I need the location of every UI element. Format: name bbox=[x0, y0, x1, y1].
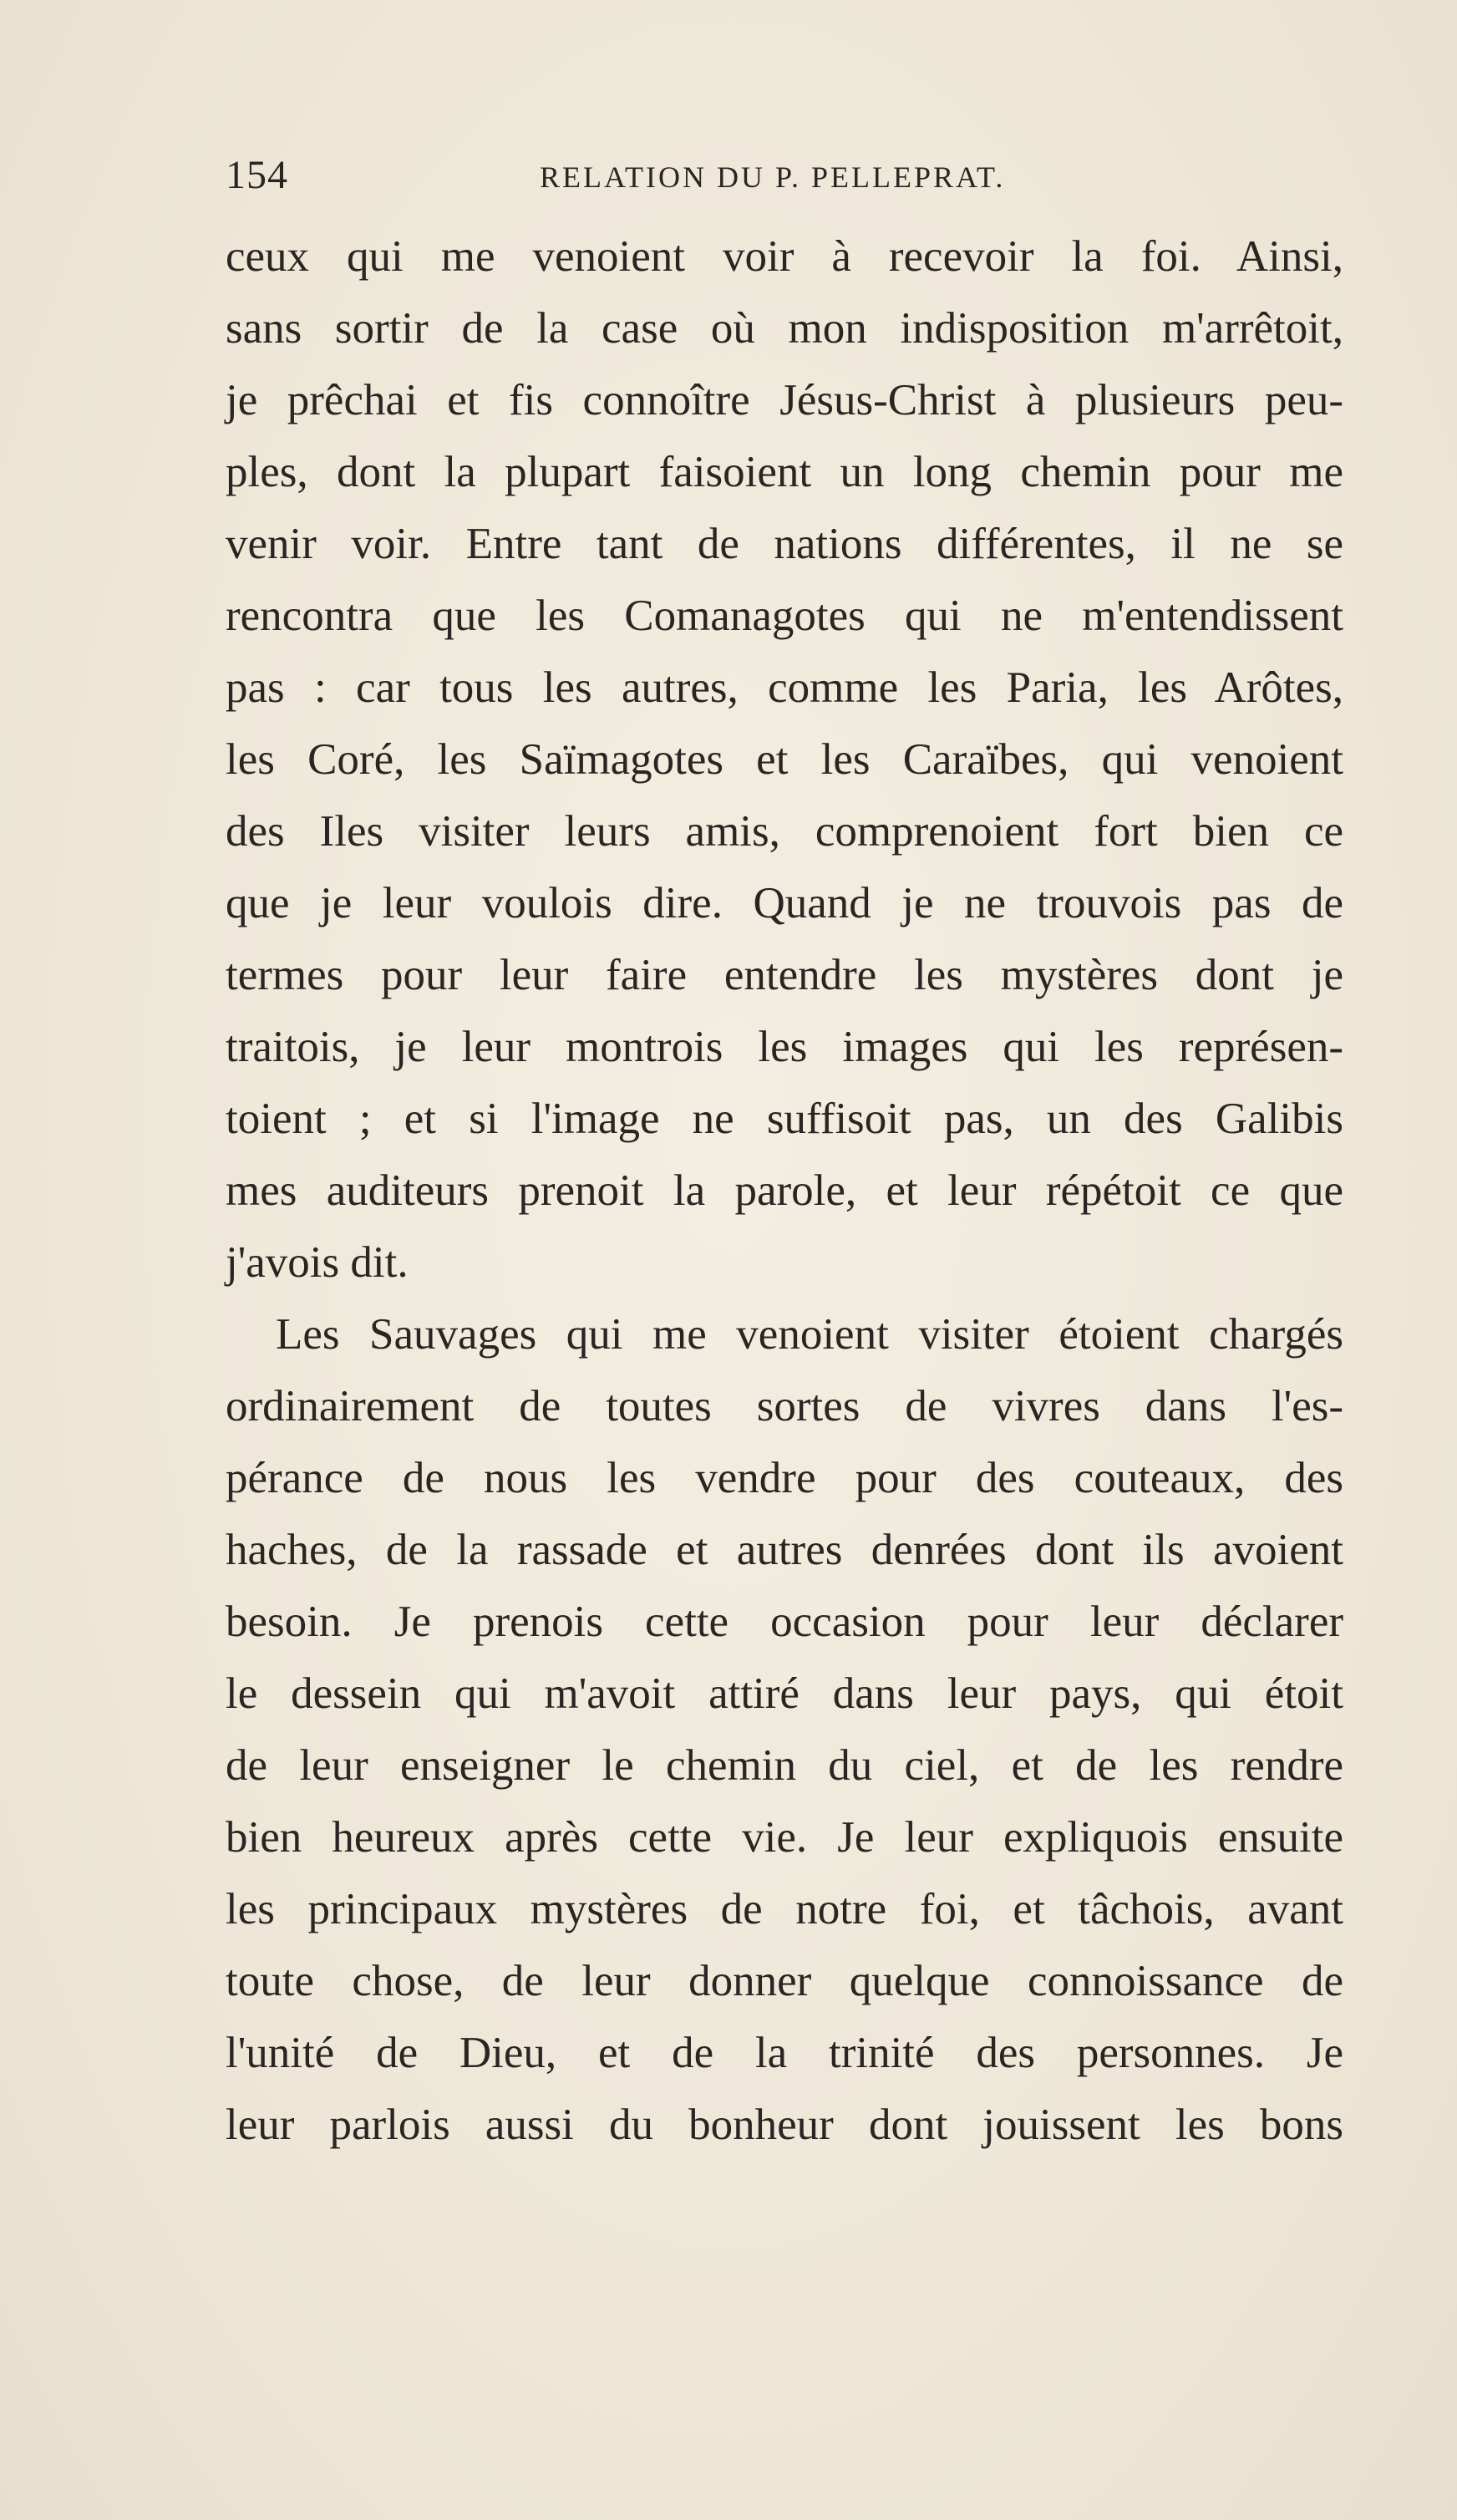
running-head bbox=[226, 150, 1343, 201]
text-line: de leur enseigner le chemin du ciel, et de les rendre bbox=[226, 1741, 1343, 1790]
text-line: rencontra que les Comanagotes qui ne m'entendissent bbox=[226, 592, 1343, 640]
text-line: que je leur voulois dire. Quand je ne trouvois pas de bbox=[226, 879, 1343, 927]
paragraph-2 bbox=[226, 1298, 1343, 2161]
page-number: 154 bbox=[226, 153, 288, 197]
text-line: ordinairement de toutes sortes de vivres dans l'es- bbox=[226, 1382, 1343, 1430]
text-line: leur parlois aussi du bonheur dont jouissent les bons bbox=[226, 2101, 1343, 2149]
text-line: pas : car tous les autres, comme les Paria, les Arôtes, bbox=[226, 663, 1343, 712]
text-line: les principaux mystères de notre foi, et tâchois, avant bbox=[226, 1885, 1343, 1933]
text-line: toient ; et si l'image ne suffisoit pas, un des Galibis bbox=[226, 1095, 1343, 1143]
text-line: Les Sauvages qui me venoient visiter étoient chargés bbox=[276, 1310, 1343, 1359]
text-line: bien heureux après cette vie. Je leur expliquois ensuite bbox=[226, 1813, 1343, 1862]
text-line: traitois, je leur montrois les images qui les représen- bbox=[226, 1023, 1343, 1071]
text-line: je prêchai et fis connoître Jésus-Christ à plusieurs peu- bbox=[226, 376, 1343, 424]
text-line: haches, de la rassade et autres denrées dont ils avoient bbox=[226, 1526, 1343, 1574]
text-line: venir voir. Entre tant de nations différentes, il ne se bbox=[226, 520, 1343, 568]
running-title: RELATION DU P. PELLEPRAT. bbox=[540, 160, 1006, 194]
text-line: pérance de nous les vendre pour des couteaux, des bbox=[226, 1454, 1343, 1502]
text-line: mes auditeurs prenoit la parole, et leur répétoit ce que bbox=[226, 1166, 1343, 1215]
paragraph-1 bbox=[226, 221, 1343, 1298]
text-line: ples, dont la plupart faisoient un long chemin pour me bbox=[226, 448, 1343, 496]
text-line: termes pour leur faire entendre les mystères dont je bbox=[226, 951, 1343, 999]
text-line: besoin. Je prenois cette occasion pour leur déclarer bbox=[226, 1598, 1343, 1646]
body-text bbox=[226, 221, 1343, 2161]
text-line: sans sortir de la case où mon indisposition m'arrêtoit, bbox=[226, 304, 1343, 353]
text-line: l'unité de Dieu, et de la trinité des personnes. Je bbox=[226, 2029, 1343, 2077]
text-line: ceux qui me venoient voir à recevoir la foi. Ainsi, bbox=[226, 232, 1343, 281]
text-line: des Iles visiter leurs amis, comprenoient fort bien ce bbox=[226, 807, 1343, 856]
text-line: le dessein qui m'avoit attiré dans leur pays, qui étoit bbox=[226, 1669, 1343, 1718]
text-line: j'avois dit. bbox=[226, 1238, 409, 1287]
text-line: les Coré, les Saïmagotes et les Caraïbes, qui venoient bbox=[226, 735, 1343, 784]
text-line: toute chose, de leur donner quelque connoissance de bbox=[226, 1957, 1343, 2005]
